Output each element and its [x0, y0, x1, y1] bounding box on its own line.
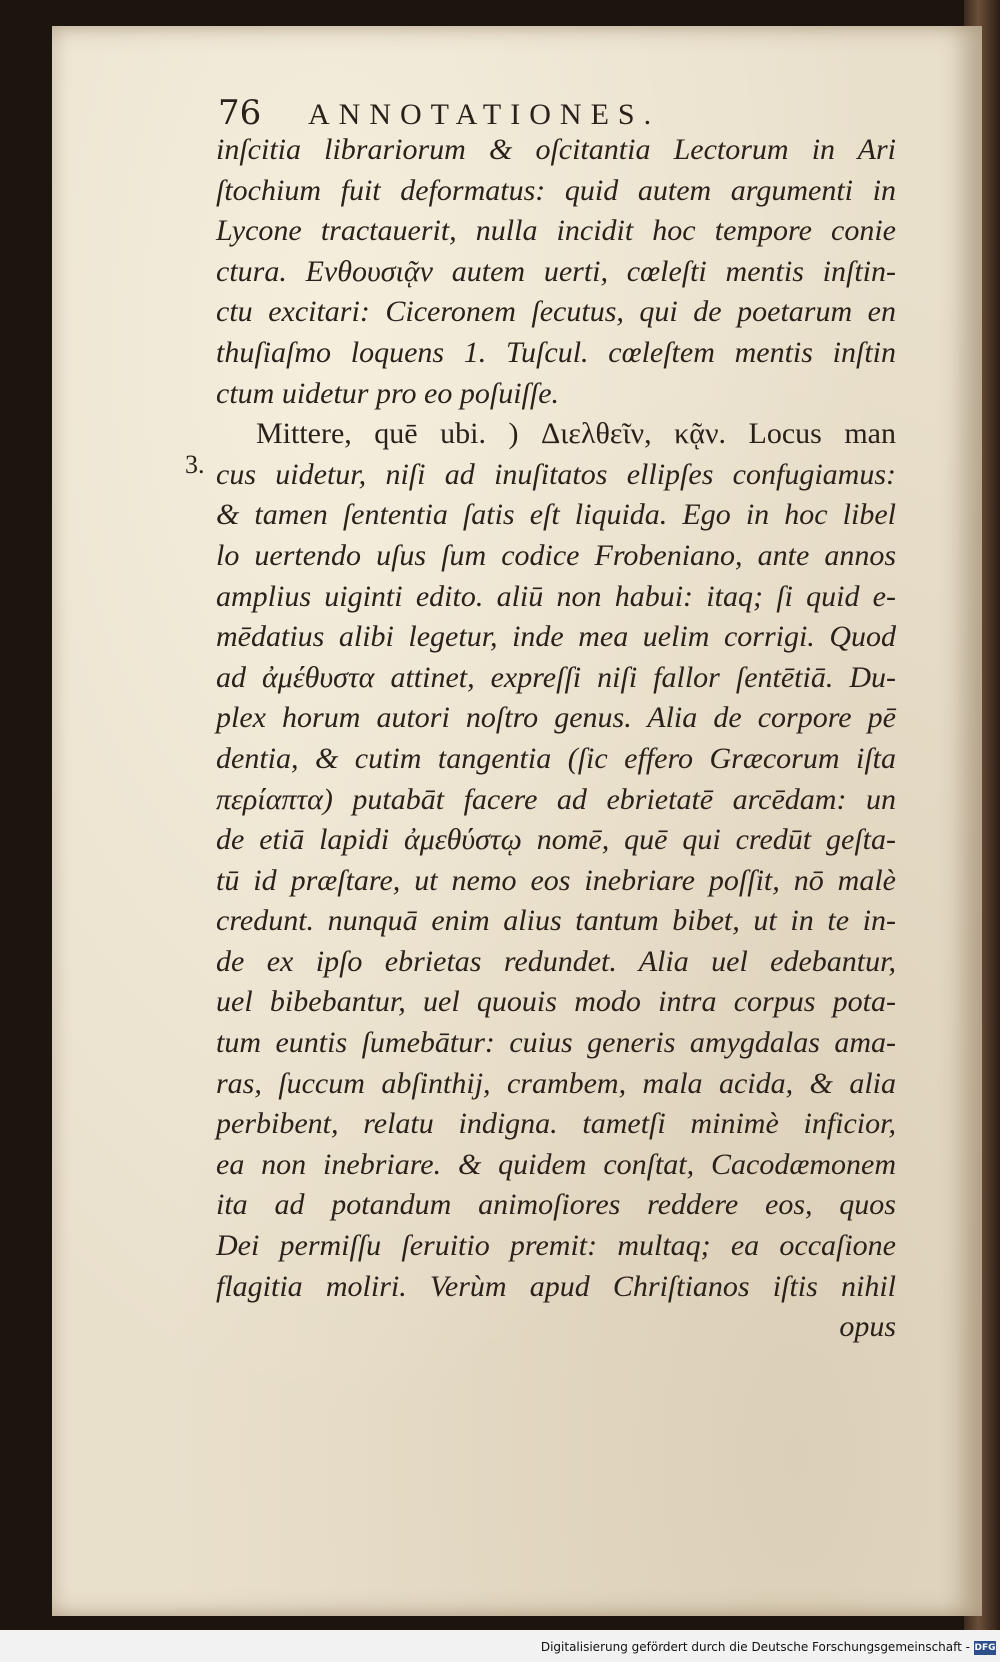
- text-line: Dei permiſſu ſeruitio premit: multaq; ea occaſione: [216, 1229, 896, 1263]
- text-line: credunt. nunquā enim alius tantum bibet, ut in te in-: [216, 904, 896, 938]
- text-line: ſtochium fuit deformatus: quid autem argumenti in: [216, 173, 896, 207]
- body-text: [216, 130, 896, 1348]
- text-line: dentia, & cutim tangentia (ſic effero Græcorum iſta: [216, 741, 896, 775]
- text-line: ad ἀμέθυστα attinet, expreſſi niſi fallor ſentētiā. Du-: [216, 660, 896, 694]
- text-line: περίαπτα) putabāt facere ad ebrietatē arcēdam: un: [216, 782, 896, 816]
- text-line: ras, ſuccum abſinthij, crambem, mala acida, & alia: [216, 1066, 896, 1100]
- dfg-logo-icon: DFG: [974, 1643, 996, 1653]
- text-line: tū id præſtare, ut nemo eos inebriare poſſit, nō malè: [216, 863, 896, 897]
- text-line: & tamen ſententia ſatis eſt liquida. Ego in hoc libel: [216, 498, 896, 532]
- page-number: 76: [218, 93, 262, 133]
- text-line: lo uertendo uſus ſum codice Frobeniano, ante annos: [216, 538, 896, 572]
- text-line: ctu excitari: Ciceronem ſecutus, qui de poetarum en: [216, 295, 896, 329]
- footer-bar: [0, 1630, 1000, 1662]
- text-line: ctura. Ενθουσιᾷν autem uerti, cœleſti mentis inſtin-: [216, 254, 896, 288]
- text-line: ctum uidetur pro eo poſuiſſe.: [216, 376, 560, 410]
- text-line: de etiā lapidi ἀμεθύστῳ nomē, quē qui credūt geſta-: [216, 823, 896, 857]
- text-line: uel bibebantur, uel quouis modo intra corpus pota-: [216, 985, 896, 1019]
- text-line: mēdatius alibi legetur, inde mea uelim corrigi. Quod: [216, 620, 896, 654]
- lemma-line: Mittere, quē ubi. ) Διελθεῖν, κᾷν. Locus man: [256, 417, 896, 451]
- text-line: thuſiaſmo loquens 1. Tuſcul. cœleſtem mentis inſtin: [216, 335, 896, 369]
- text-line: ea non inebriare. & quidem conſtat, Cacodæmonem: [216, 1147, 896, 1181]
- text-line: plex horum autori noſtro genus. Alia de corpore pē: [216, 701, 896, 735]
- text-line: Lycone tractauerit, nulla incidit hoc tempore conie: [216, 214, 896, 248]
- catchword: opus: [839, 1310, 896, 1344]
- running-head-title: ANNOTATIONES.: [308, 98, 661, 131]
- text-line: ita ad potandum animoſiores reddere eos, quos: [216, 1188, 896, 1222]
- text-line: de ex ipſo ebrietas redundet. Alia uel edebantur,: [216, 944, 896, 978]
- text-line: flagitia moliri. Verùm apud Chriſtianos iſtis nihil: [216, 1269, 896, 1303]
- running-head: [218, 93, 868, 133]
- text-line: tum euntis ſumebātur: cuius generis amygdalas ama-: [216, 1026, 896, 1060]
- margin-note-number: 3.: [185, 450, 205, 479]
- text-line: amplius uiginti edito. aliū non habui: itaq; ſi quid e-: [216, 579, 896, 613]
- text-line: cus uidetur, niſi ad inuſitatos ellipſes confugiamus:: [216, 457, 896, 491]
- text-line: inſcitia librariorum & oſcitantia Lectorum in Ari: [216, 133, 896, 166]
- footer-credit: Digitalisierung gefördert durch die Deutsche Forschungsgemeinschaft -: [540, 1640, 970, 1654]
- text-line: perbibent, relatu indigna. tametſi minimè inficior,: [216, 1107, 896, 1141]
